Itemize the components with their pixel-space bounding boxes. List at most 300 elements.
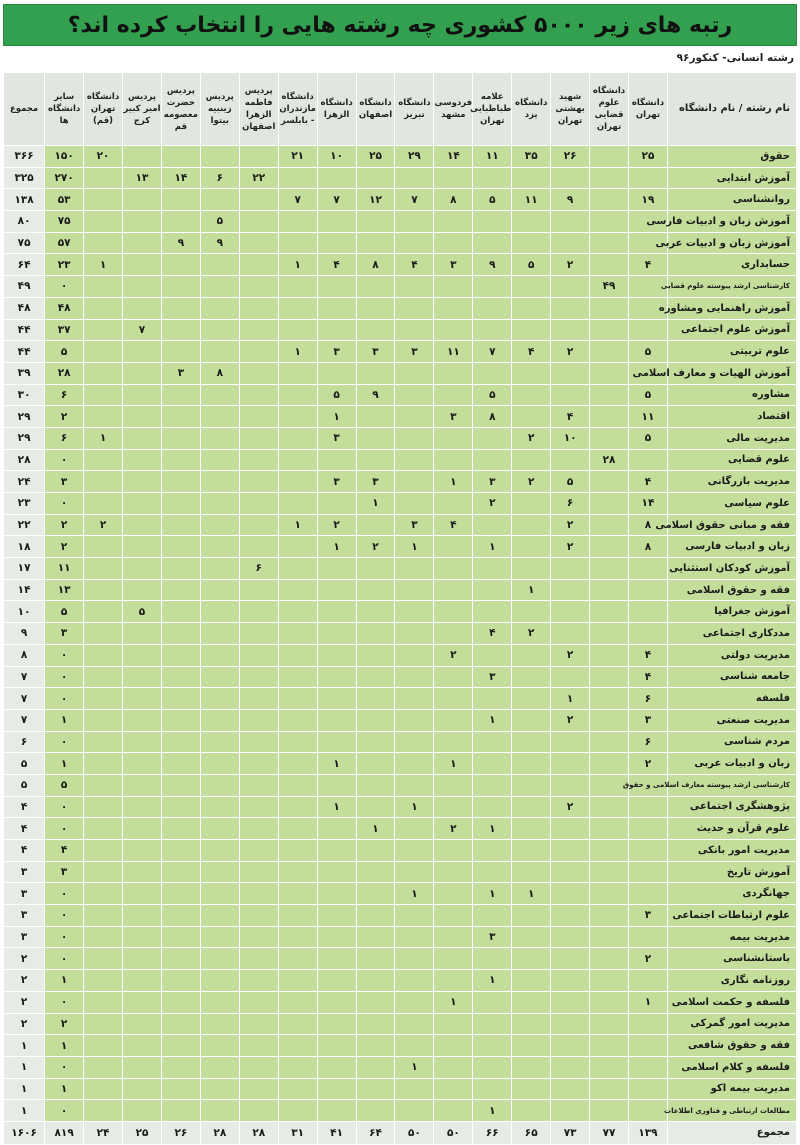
row-label: آموزش الهیات و معارف اسلامی (667, 362, 796, 384)
table-cell (123, 926, 162, 948)
table-cell (317, 991, 356, 1013)
table-cell (239, 427, 278, 449)
table-cell (84, 232, 123, 254)
table-cell (278, 1056, 317, 1078)
table-cell (200, 558, 239, 580)
table-cell: ۳ (317, 471, 356, 493)
table-cell: ۱۰ (317, 146, 356, 168)
table-cell (395, 774, 434, 796)
table-cell: ۱۲ (356, 189, 395, 211)
table-cell (161, 1056, 200, 1078)
table-row (4, 818, 797, 840)
table-cell (239, 948, 278, 970)
table-cell: ۱۴ (629, 493, 668, 515)
table-row (4, 774, 797, 796)
table-cell: ۳۷ (45, 319, 84, 341)
table-cell (356, 1035, 395, 1057)
table-cell: ۱ (317, 406, 356, 428)
table-cell (239, 601, 278, 623)
table-cell: ۱۹ (629, 189, 668, 211)
table-cell: ۲ (551, 536, 590, 558)
table-row (4, 319, 797, 341)
table-cell (84, 688, 123, 710)
table-cell: ۱۴ (161, 167, 200, 189)
table-cell (123, 514, 162, 536)
table-cell: ۲۶ (551, 146, 590, 168)
table-cell (590, 861, 629, 883)
table-cell (200, 427, 239, 449)
table-cell (84, 471, 123, 493)
table-cell (239, 297, 278, 319)
table-cell (590, 362, 629, 384)
table-cell (123, 427, 162, 449)
table-cell (123, 1035, 162, 1057)
table-cell: ۳ (395, 341, 434, 363)
table-cell (395, 493, 434, 515)
table-cell (473, 644, 512, 666)
table-cell: ۱ (395, 1056, 434, 1078)
table-cell (356, 319, 395, 341)
table-cell: ۹ (161, 232, 200, 254)
table-cell (395, 558, 434, 580)
table-cell (278, 644, 317, 666)
row-label: پژوهشگری اجتماعی (667, 796, 796, 818)
table-cell (161, 493, 200, 515)
table-cell (239, 1056, 278, 1078)
table-row (4, 406, 797, 428)
table-cell (551, 883, 590, 905)
table-cell (629, 601, 668, 623)
total-row (4, 1121, 797, 1144)
table-cell (161, 1013, 200, 1035)
table-cell (395, 276, 434, 298)
table-cell (239, 644, 278, 666)
table-cell: ۳ (434, 406, 473, 428)
table-cell (84, 406, 123, 428)
table-row (4, 471, 797, 493)
table-cell: ۱ (278, 254, 317, 276)
table-cell: ۲۱ (278, 146, 317, 168)
table-cell (512, 861, 551, 883)
total-label: مجموع (667, 1121, 796, 1144)
table-cell: ۵ (629, 341, 668, 363)
table-cell: ۴ (629, 644, 668, 666)
table-cell (512, 991, 551, 1013)
table-cell (161, 796, 200, 818)
table-cell (84, 276, 123, 298)
table-cell: ۲ (551, 644, 590, 666)
total-cell: ۲۵ (123, 1121, 162, 1144)
column-header: دانشگاه مازندران - بابلسر (278, 73, 317, 146)
table-cell (590, 189, 629, 211)
table-cell: ۰ (45, 926, 84, 948)
table-cell: ۱ (278, 341, 317, 363)
table-cell (278, 406, 317, 428)
table-cell: ۱ (473, 536, 512, 558)
table-cell (590, 991, 629, 1013)
table-cell (239, 232, 278, 254)
table-cell (239, 319, 278, 341)
table-cell (161, 970, 200, 992)
table-cell: ۰ (45, 1056, 84, 1078)
table-cell (200, 1078, 239, 1100)
table-cell: ۵ (551, 471, 590, 493)
table-cell (551, 861, 590, 883)
table-row (4, 709, 797, 731)
row-label: آموزش کودکان استثنایی (667, 558, 796, 580)
table-cell: ۶ (200, 167, 239, 189)
table-cell (434, 297, 473, 319)
column-header: شهید بهشتی تهران (551, 73, 590, 146)
table-cell (473, 1056, 512, 1078)
table-cell (356, 709, 395, 731)
row-label: کارشناسی ارشد پیوسته علوم قضایی (667, 276, 796, 298)
table-cell (395, 709, 434, 731)
table-cell (200, 818, 239, 840)
table-cell (200, 579, 239, 601)
table-cell (84, 796, 123, 818)
table-cell (84, 623, 123, 645)
table-cell: ۲ (473, 493, 512, 515)
table-cell (123, 666, 162, 688)
total-cell: ۵۰ (434, 1121, 473, 1144)
column-header: علامه طباطبایی تهران (473, 73, 512, 146)
table-cell (395, 948, 434, 970)
row-label: فقه و حقوق شافعی (667, 1035, 796, 1057)
table-cell (356, 1078, 395, 1100)
table-cell (590, 731, 629, 753)
table-cell (356, 905, 395, 927)
table-cell (84, 753, 123, 775)
table-cell: ۱ (84, 427, 123, 449)
table-cell: ۲۸ (4, 449, 45, 471)
table-cell: ۴ (629, 254, 668, 276)
table-cell (590, 319, 629, 341)
table-cell: ۷۵ (4, 232, 45, 254)
table-cell (395, 449, 434, 471)
table-cell: ۲ (45, 406, 84, 428)
table-cell (123, 341, 162, 363)
table-cell (551, 753, 590, 775)
table-cell (551, 1078, 590, 1100)
table-cell (317, 948, 356, 970)
table-cell (84, 341, 123, 363)
table-cell (161, 709, 200, 731)
table-cell (395, 1100, 434, 1122)
table-cell (434, 666, 473, 688)
table-cell (84, 883, 123, 905)
table-row (4, 948, 797, 970)
table-row (4, 146, 797, 168)
table-cell (551, 948, 590, 970)
table-row (4, 558, 797, 580)
table-cell: ۳ (4, 926, 45, 948)
table-cell: ۲ (45, 536, 84, 558)
table-cell (161, 341, 200, 363)
table-cell (434, 427, 473, 449)
table-cell: ۱۳ (45, 579, 84, 601)
table-cell: ۲ (551, 709, 590, 731)
table-cell: ۳۵ (512, 146, 551, 168)
column-header: دانشگاه یزد (512, 73, 551, 146)
table-cell (395, 232, 434, 254)
table-cell: ۳ (4, 905, 45, 927)
table-cell (84, 1013, 123, 1035)
table-cell (200, 991, 239, 1013)
table-cell (356, 232, 395, 254)
table-cell (395, 731, 434, 753)
total-cell: ۱۳۹ (629, 1121, 668, 1144)
table-cell (84, 1056, 123, 1078)
table-cell (84, 189, 123, 211)
table-cell (239, 926, 278, 948)
table-cell (356, 1013, 395, 1035)
table-cell (161, 189, 200, 211)
table-cell: ۶ (45, 427, 84, 449)
table-cell (512, 384, 551, 406)
table-cell (356, 623, 395, 645)
table-cell (84, 601, 123, 623)
table-cell (395, 861, 434, 883)
table-cell: ۷۵ (45, 211, 84, 233)
table-cell: ۴ (629, 471, 668, 493)
table-cell: ۰ (45, 1100, 84, 1122)
table-cell (629, 623, 668, 645)
table-cell: ۱ (395, 796, 434, 818)
table-cell (161, 514, 200, 536)
table-cell: ۹ (356, 384, 395, 406)
table-cell (123, 536, 162, 558)
table-cell (123, 840, 162, 862)
table-cell (200, 449, 239, 471)
table-cell (590, 818, 629, 840)
table-cell (512, 449, 551, 471)
table-cell (512, 709, 551, 731)
table-cell (551, 558, 590, 580)
table-cell (395, 362, 434, 384)
table-cell (434, 493, 473, 515)
table-cell (161, 861, 200, 883)
table-cell (473, 688, 512, 710)
table-cell (200, 926, 239, 948)
row-label: فلسفه و حکمت اسلامی (667, 991, 796, 1013)
table-cell (473, 514, 512, 536)
table-cell (512, 536, 551, 558)
table-cell: ۲ (551, 254, 590, 276)
column-header: دانشگاه اصفهان (356, 73, 395, 146)
table-cell (590, 536, 629, 558)
table-cell (356, 883, 395, 905)
table-cell (590, 254, 629, 276)
row-label: مطالعات ارتباطی و فناوری اطلاعات (667, 1100, 796, 1122)
table-cell (551, 1035, 590, 1057)
table-cell: ۳ (317, 427, 356, 449)
table-cell (590, 666, 629, 688)
table-cell (278, 753, 317, 775)
table-cell (317, 1100, 356, 1122)
table-cell (200, 753, 239, 775)
table-cell (629, 970, 668, 992)
table-cell: ۰ (45, 883, 84, 905)
table-cell (278, 818, 317, 840)
table-cell (161, 905, 200, 927)
table-cell: ۶ (239, 558, 278, 580)
table-cell (200, 796, 239, 818)
table-cell (434, 536, 473, 558)
table-cell (356, 840, 395, 862)
table-cell: ۲ (434, 644, 473, 666)
table-cell (200, 1056, 239, 1078)
table-row (4, 840, 797, 862)
table-cell (629, 840, 668, 862)
table-cell (161, 731, 200, 753)
table-cell (629, 818, 668, 840)
table-cell (356, 579, 395, 601)
table-cell (512, 232, 551, 254)
row-label: فقه و مبانی حقوق اسلامی (667, 514, 796, 536)
row-label: مدیریت مالی (667, 427, 796, 449)
table-cell (512, 601, 551, 623)
table-cell: ۲ (4, 948, 45, 970)
table-cell (278, 362, 317, 384)
table-cell (278, 905, 317, 927)
table-row (4, 970, 797, 992)
table-cell (512, 362, 551, 384)
table-cell (434, 1100, 473, 1122)
table-cell: ۶ (629, 731, 668, 753)
table-cell (200, 601, 239, 623)
table-cell: ۳ (317, 341, 356, 363)
table-cell (356, 644, 395, 666)
table-row (4, 254, 797, 276)
table-cell (629, 1100, 668, 1122)
table-cell: ۱۷ (4, 558, 45, 580)
table-cell (434, 1013, 473, 1035)
column-header: مجموع (4, 73, 45, 146)
table-cell (512, 1013, 551, 1035)
table-cell: ۲۳ (45, 254, 84, 276)
table-cell: ۱ (434, 991, 473, 1013)
table-cell (395, 905, 434, 927)
table-row (4, 167, 797, 189)
row-label: آموزش تاریخ (667, 861, 796, 883)
table-row (4, 189, 797, 211)
table-cell (356, 948, 395, 970)
table-cell: ۱ (45, 709, 84, 731)
table-cell (123, 731, 162, 753)
table-cell: ۵ (629, 384, 668, 406)
table-cell (473, 1035, 512, 1057)
table-cell (239, 211, 278, 233)
table-cell: ۵ (200, 211, 239, 233)
table-cell: ۱۴ (4, 579, 45, 601)
total-cell: ۷۷ (590, 1121, 629, 1144)
column-header: دانشگاه علوم قضایی تهران (590, 73, 629, 146)
table-cell (551, 384, 590, 406)
table-cell (356, 991, 395, 1013)
table-cell: ۳ (356, 341, 395, 363)
table-cell: ۴ (4, 818, 45, 840)
row-label: آموزش علوم اجتماعی (667, 319, 796, 341)
table-cell (590, 601, 629, 623)
table-cell (590, 297, 629, 319)
table-cell (123, 753, 162, 775)
table-cell: ۸ (473, 406, 512, 428)
table-cell (395, 601, 434, 623)
table-cell (590, 427, 629, 449)
table-cell (590, 644, 629, 666)
table-cell (512, 1035, 551, 1057)
table-cell (161, 146, 200, 168)
table-cell: ۰ (45, 276, 84, 298)
table-cell (356, 514, 395, 536)
table-cell (200, 1013, 239, 1035)
table-cell (123, 1056, 162, 1078)
table-cell (317, 579, 356, 601)
table-cell (200, 883, 239, 905)
table-cell (239, 362, 278, 384)
row-label: علوم تربیتی (667, 341, 796, 363)
table-cell: ۵ (4, 753, 45, 775)
table-cell (161, 406, 200, 428)
table-cell (551, 991, 590, 1013)
table-cell (84, 319, 123, 341)
table-cell (278, 688, 317, 710)
table-cell (395, 991, 434, 1013)
table-cell (551, 666, 590, 688)
table-cell: ۲ (434, 818, 473, 840)
table-cell (317, 840, 356, 862)
table-cell (84, 297, 123, 319)
table-cell (278, 297, 317, 319)
table-cell (551, 840, 590, 862)
table-cell (473, 211, 512, 233)
table-cell: ۱۰ (551, 427, 590, 449)
table-cell: ۵ (123, 601, 162, 623)
table-cell (395, 1035, 434, 1057)
column-header: سایر دانشگاه ها (45, 73, 84, 146)
table-cell: ۲۲ (239, 167, 278, 189)
table-cell: ۲۹ (4, 427, 45, 449)
table-cell (434, 558, 473, 580)
table-cell: ۵۳ (45, 189, 84, 211)
table-cell (317, 319, 356, 341)
table-cell (551, 167, 590, 189)
table-cell: ۱۴ (434, 146, 473, 168)
table-cell (629, 796, 668, 818)
table-cell: ۱۳۸ (4, 189, 45, 211)
table-cell (317, 211, 356, 233)
total-cell: ۳۱ (278, 1121, 317, 1144)
table-cell (395, 297, 434, 319)
total-cell: ۲۴ (84, 1121, 123, 1144)
table-cell (590, 883, 629, 905)
table-cell (161, 1078, 200, 1100)
table-cell (551, 818, 590, 840)
table-cell (317, 601, 356, 623)
row-label: فلسفه (667, 688, 796, 710)
table-cell (590, 1035, 629, 1057)
table-cell (512, 818, 551, 840)
total-cell: ۲۸ (200, 1121, 239, 1144)
table-cell (473, 232, 512, 254)
table-cell: ۳ (45, 861, 84, 883)
table-cell: ۰ (45, 991, 84, 1013)
table-cell (317, 297, 356, 319)
table-cell (123, 623, 162, 645)
table-cell: ۲ (45, 1013, 84, 1035)
table-cell (84, 774, 123, 796)
